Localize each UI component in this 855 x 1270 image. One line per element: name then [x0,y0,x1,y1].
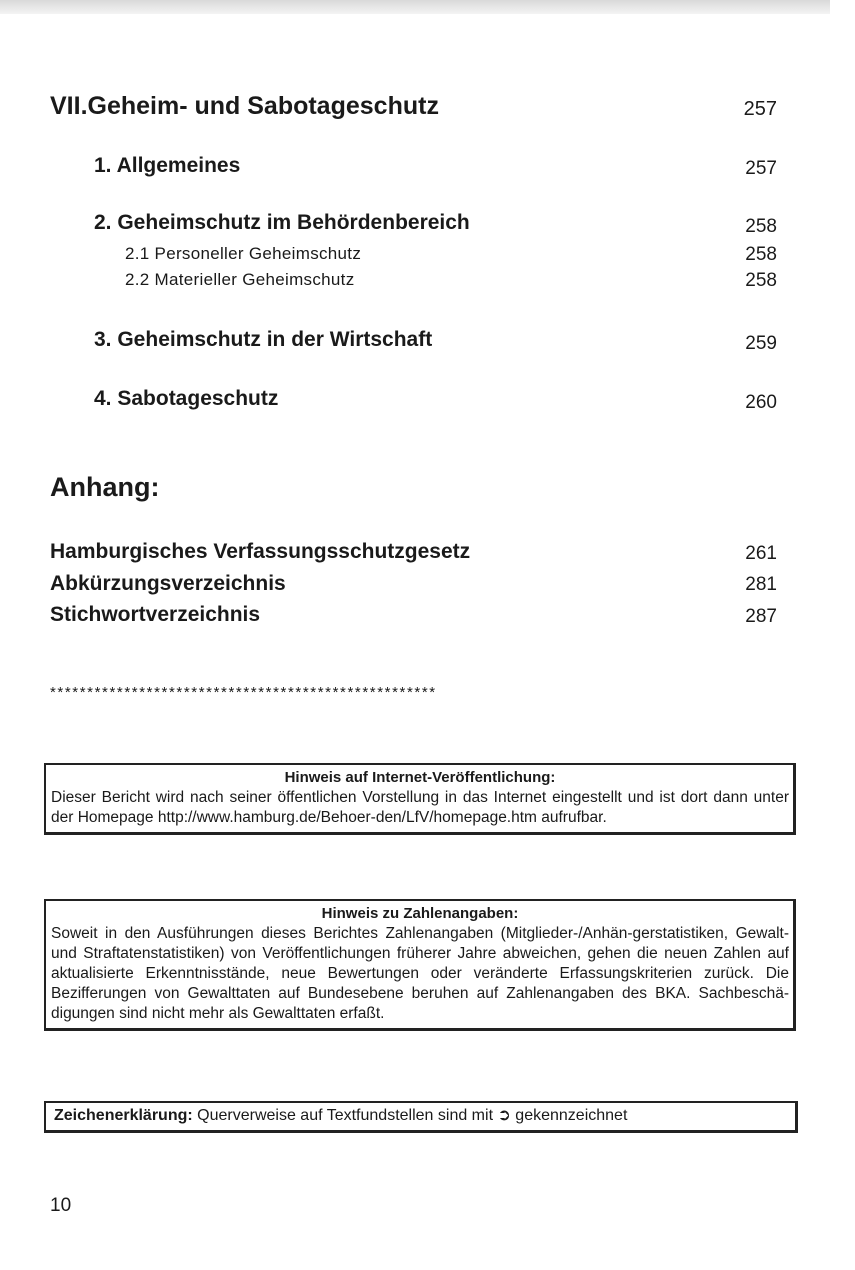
toc-page: 258 [745,270,777,291]
scan-edge [0,0,830,14]
toc-page: 259 [745,333,777,354]
toc-title: 3. Geheimschutz in der Wirtschaft [94,328,433,351]
anhang-heading: Anhang: [50,472,160,502]
toc-title: Stichwortverzeichnis [50,603,261,626]
notice-numbers-text: Soweit in den Ausführungen dieses Berichtes Zahlenangaben (Mitglieder-/Anhän-gerstatistiken, Gewalt- und Straftatenstatistiken) von Veröffentlichungen früherer Jahre abweichen, gehen die neuen Zahlen auf aktualisierte Erkenntnisstände, neue Bewertungen oder veränderte Erfassungskriterien zurück. Die Bezifferungen von Gewalttaten auf Bundesebene beruhen auf Zahlenangaben des BKA. Sachbeschä-digungen sind nicht mehr als Gewalttaten erfaßt. [51,925,789,1022]
toc-page: 257 [743,98,777,120]
toc-title: 2. Geheimschutz im Behördenbereich [94,211,470,234]
legend-box [44,1101,798,1133]
toc-page: 257 [745,158,777,179]
notice-numbers-title: Hinweis zu Zahlenangaben: [321,905,519,922]
toc-title: 2.1 Personeller Geheimschutz [125,244,362,263]
toc-page: 258 [745,244,777,265]
notice-numbers-box [44,899,796,1031]
notice-internet-text: Dieser Bericht wird nach seiner öffentlichen Vorstellung in das Internet eingestellt und ist dort dann unter der Homepage http://www.hamburg.de/Behoer-den/LfV/homepage.htm aufrufbar. [51,789,789,826]
separator-line: **************************************************** [50,684,437,701]
toc-title: 4. Sabotageschutz [94,387,279,410]
toc-title: Hamburgisches Verfassungsschutzgesetz [50,540,471,563]
page-number: 10 [50,1195,72,1216]
toc-title: Abkürzungsverzeichnis [50,572,286,595]
legend-label: Zeichenerklärung: [54,1107,193,1124]
toc-title: 1. Allgemeines [94,154,241,177]
toc-page: 260 [745,392,777,413]
toc-page: 281 [745,574,777,595]
legend-text: Querverweise auf Textfundstellen sind mit ➲ gekennzeichnet [197,1107,628,1124]
toc-title: 2.2 Materieller Geheimschutz [125,270,355,289]
toc-page: 258 [745,216,777,237]
notice-internet-box [44,763,796,835]
toc-title: VII.Geheim- und Sabotageschutz [50,92,439,120]
notice-internet-title: Hinweis auf Internet-Veröffentlichung: [284,769,556,786]
toc-page: 261 [745,543,777,564]
toc-page: 287 [745,606,777,627]
